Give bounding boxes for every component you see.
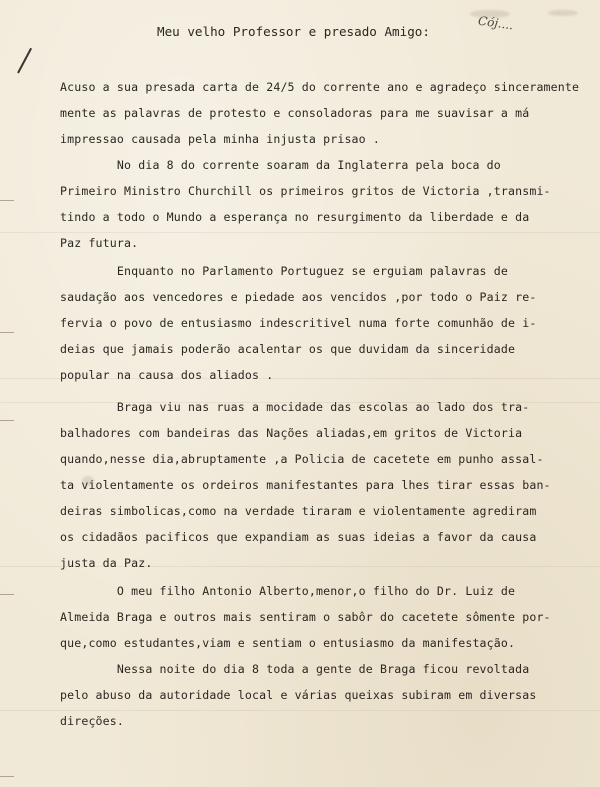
- edge-tick: [0, 776, 14, 777]
- show-through-line: [0, 232, 600, 233]
- edge-tick: [0, 594, 14, 595]
- body-line: que,como estudantes,viam e sentiam o entusiasmo da manifestação.: [60, 636, 516, 650]
- body-line: saudação aos vencedores e piedade aos vencidos ,por todo o Paiz re-: [60, 290, 537, 304]
- body-line: O meu filho Antonio Alberto,menor,o filho do Dr. Luiz de: [60, 584, 516, 598]
- body-line: balhadores com bandeiras das Nações aliadas,em gritos de Victoria: [60, 426, 523, 440]
- body-line: Primeiro Ministro Churchill os primeiros gritos de Victoria ,transmi-: [60, 184, 551, 198]
- body-line: mente as palavras de protesto e consoladoras para me suavisar a má: [60, 106, 530, 120]
- body-line: os cidadãos pacificos que expandiam as suas ideias a favor da causa: [60, 530, 537, 544]
- edge-tick: [0, 420, 14, 421]
- show-through-line: [0, 710, 600, 711]
- edge-tick: [0, 332, 14, 333]
- body-line: Acuso a sua presada carta de 24/5 do corrente ano e agradeço sinceramente: [60, 80, 580, 94]
- body-line: No dia 8 do corrente soaram da Inglaterra pela boca do: [60, 158, 501, 172]
- body-line: direções.: [60, 714, 125, 728]
- pencil-margin-mark: [17, 48, 32, 74]
- salutation: Meu velho Professor e presado Amigo:: [157, 24, 430, 39]
- body-line: justa da Paz.: [60, 556, 153, 570]
- body-line: pelo abuso da autoridade local e várias queixas subiram em diversas: [60, 688, 537, 702]
- body-line: ta violentamente os ordeiros manifestantes para lhes tirar essas ban-: [60, 478, 551, 492]
- ink-smudge: [548, 10, 578, 16]
- body-line: popular na causa dos aliados .: [60, 368, 274, 382]
- margin-handwritten-note: Cój....: [477, 13, 515, 33]
- body-line: deias que jamais poderão acalentar os que duvidam da sinceridade: [60, 342, 516, 356]
- body-line: fervia o povo de entusiasmo indescritivel numa forte comunhão de i-: [60, 316, 537, 330]
- body-line: Enquanto no Parlamento Portuguez se erguiam palavras de: [60, 264, 509, 278]
- edge-tick: [0, 200, 14, 201]
- body-line: Nessa noite do dia 8 toda a gente de Braga ficou revoltada: [60, 662, 530, 676]
- body-line: Paz futura.: [60, 236, 139, 250]
- body-line: deiras simbolicas,como na verdade tiraram e violentamente agrediram: [60, 504, 537, 518]
- body-line: quando,nesse dia,abruptamente ,a Policia de cacetete em punho assal-: [60, 452, 544, 466]
- body-line: impressao causada pela minha injusta prisao .: [60, 132, 381, 146]
- body-line: tindo a todo o Mundo a esperança no resurgimento da liberdade e da: [60, 210, 530, 224]
- body-line: Almeida Braga e outros mais sentiram o sabôr do cacetete sômente por-: [60, 610, 551, 624]
- body-line: Braga viu nas ruas a mocidade das escolas ao lado dos tra-: [60, 400, 530, 414]
